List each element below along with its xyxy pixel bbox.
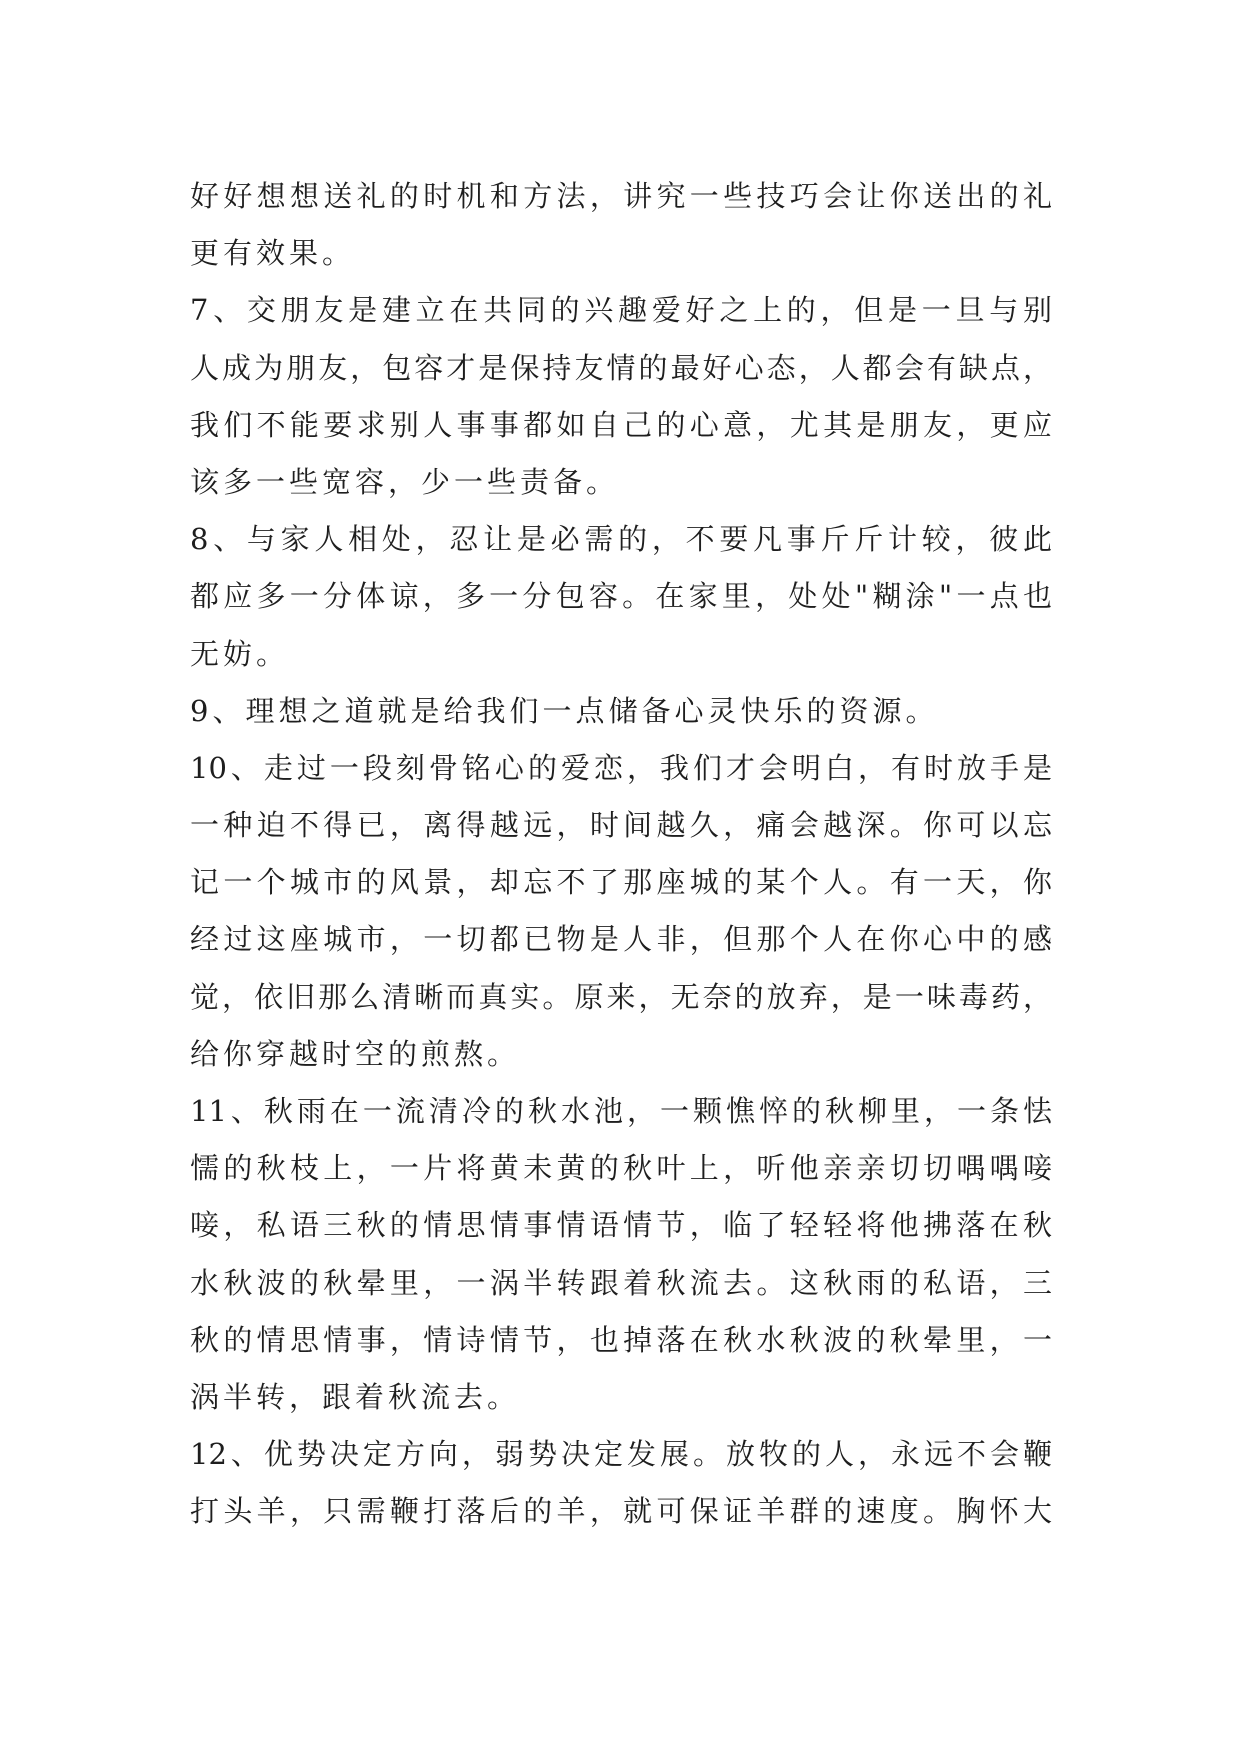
- text-line: 11、秋雨在一流清冷的秋水池，一颗憔悴的秋柳里，一条怯: [190, 1094, 1052, 1128]
- text-line: 水秋波的秋晕里，一涡半转跟着秋流去。这秋雨的私语，三: [190, 1265, 1052, 1300]
- text-line: 8、与家人相处，忍让是必需的，不要凡事斤斤计较，彼此: [190, 522, 1052, 557]
- paragraph-7: [190, 282, 1052, 511]
- text-line: 无妨。: [190, 636, 290, 671]
- text-line: 一种迫不得已，离得越远，时间越久，痛会越深。你可以忘: [190, 808, 1052, 843]
- paragraph-8: [190, 511, 1052, 683]
- text-line: 都应多一分体谅，多一分包容。在家里，处处"糊涂"一点也: [190, 579, 1052, 614]
- text-line: 10、走过一段刻骨铭心的爱恋，我们才会明白，有时放手是: [190, 750, 1052, 785]
- text-line: 打头羊，只需鞭打落后的羊，就可保证羊群的速度。胸怀大: [190, 1494, 1052, 1529]
- text-line: 涡半转，跟着秋流去。: [190, 1379, 521, 1414]
- document-body: [190, 168, 1052, 1541]
- paragraph-11: [190, 1083, 1052, 1426]
- text-line: 秋的情思情事，情诗情节，也掉落在秋水秋波的秋晕里，一: [190, 1322, 1052, 1357]
- paragraph-continuation: [190, 168, 1052, 282]
- text-line: 觉，依旧那么清晰而真实。原来，无奈的放弃，是一味毒药，: [190, 979, 1052, 1014]
- text-line: 好好想想送礼的时机和方法，讲究一些技巧会让你送出的礼: [190, 179, 1052, 213]
- paragraph-9: [190, 683, 1052, 740]
- text-line: 更有效果。: [190, 236, 356, 271]
- text-line: 人成为朋友，包容才是保持友情的最好心态，人都会有缺点，: [190, 350, 1052, 385]
- text-line: 给你穿越时空的煎熬。: [190, 1036, 521, 1071]
- text-line: 7、交朋友是建立在共同的兴趣爱好之上的，但是一旦与别: [190, 293, 1052, 328]
- text-line: 懦的秋枝上，一片将黄未黄的秋叶上，听他亲亲切切喁喁唼: [190, 1151, 1052, 1186]
- text-line: 唼，私语三秋的情思情事情语情节，临了轻轻将他拂落在秋: [190, 1208, 1052, 1243]
- text-line: 9、理想之道就是给我们一点储备心灵快乐的资源。: [190, 693, 939, 728]
- paragraph-12: [190, 1426, 1052, 1540]
- text-line: 记一个城市的风景，却忘不了那座城的某个人。有一天，你: [190, 865, 1052, 900]
- text-line: 我们不能要求别人事事都如自己的心意，尤其是朋友，更应: [190, 407, 1052, 442]
- text-line: 经过这座城市，一切都已物是人非，但那个人在你心中的感: [190, 922, 1052, 957]
- paragraph-10: [190, 740, 1052, 1083]
- text-line: 该多一些宽容，少一些责备。: [190, 464, 620, 499]
- text-line: 12、优势决定方向，弱势决定发展。放牧的人，永远不会鞭: [190, 1437, 1052, 1472]
